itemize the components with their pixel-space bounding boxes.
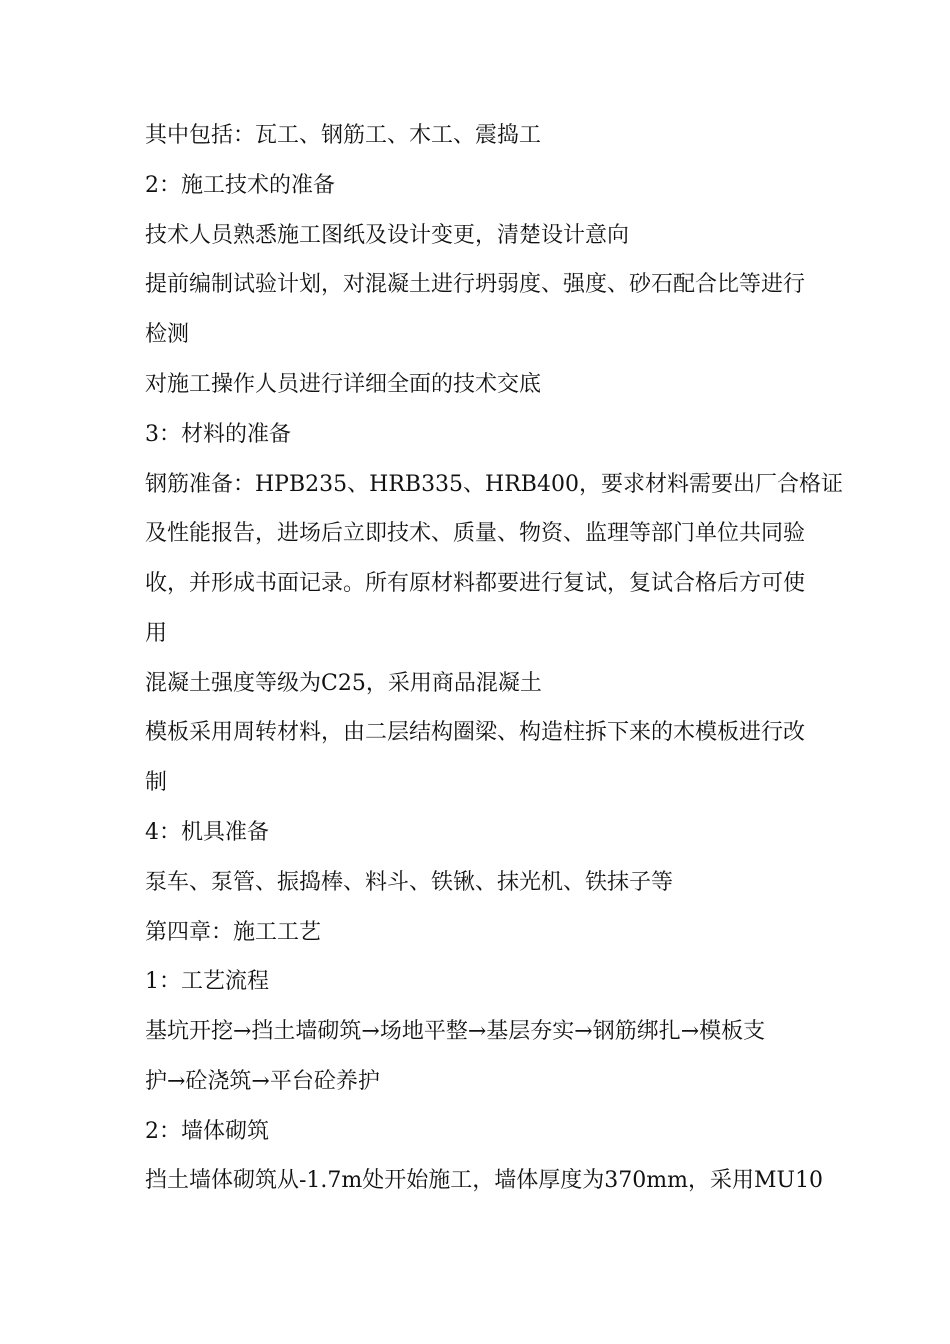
text-line: 泵车、泵管、振捣棒、料斗、铁锹、抹光机、铁抹子等 [145,870,674,895]
text-line: 3：材料的准备 [145,422,291,447]
text-line: 提前编制试验计划，对混凝土进行坍弱度、强度、砂石配合比等进行 [145,272,806,297]
text-line: 检测 [145,322,190,347]
text-line: 收，并形成书面记录。所有原材料都要进行复试，复试合格后方可使 [145,571,806,596]
text-line: 及性能报告，进场后立即技术、质量、物资、监理等部门单位共同验 [145,521,806,546]
text-line: 第四章：施工工艺 [145,920,322,945]
text-line: 钢筋准备：HPB235、HRB335、HRB400，要求材料需要出厂合格证 [145,472,843,497]
text-line: 基坑开挖→挡土墙砌筑→场地平整→基层夯实→钢筋绑扎→模板支 [145,1019,766,1044]
text-line: 技术人员熟悉施工图纸及设计变更，清楚设计意向 [145,223,630,248]
text-line: 其中包括：瓦工、钢筋工、木工、震捣工 [145,123,542,148]
text-line: 挡土墙体砌筑从-1.7m处开始施工，墙体厚度为370mm，采用MU10 [145,1168,824,1193]
text-line: 对施工操作人员进行详细全面的技术交底 [145,372,542,397]
text-line: 模板采用周转材料，由二层结构圈梁、构造柱拆下来的木模板进行改 [145,720,806,745]
text-line: 2：施工技术的准备 [145,173,335,198]
text-line: 1：工艺流程 [145,969,269,994]
text-line: 混凝土强度等级为C25，采用商品混凝土 [145,671,542,696]
text-line: 用 [145,621,168,646]
text-line: 4：机具准备 [145,820,269,845]
text-line: 护→砼浇筑→平台砼养护 [145,1069,380,1094]
text-line: 2：墙体砌筑 [145,1119,269,1144]
text-line: 制 [145,770,168,795]
